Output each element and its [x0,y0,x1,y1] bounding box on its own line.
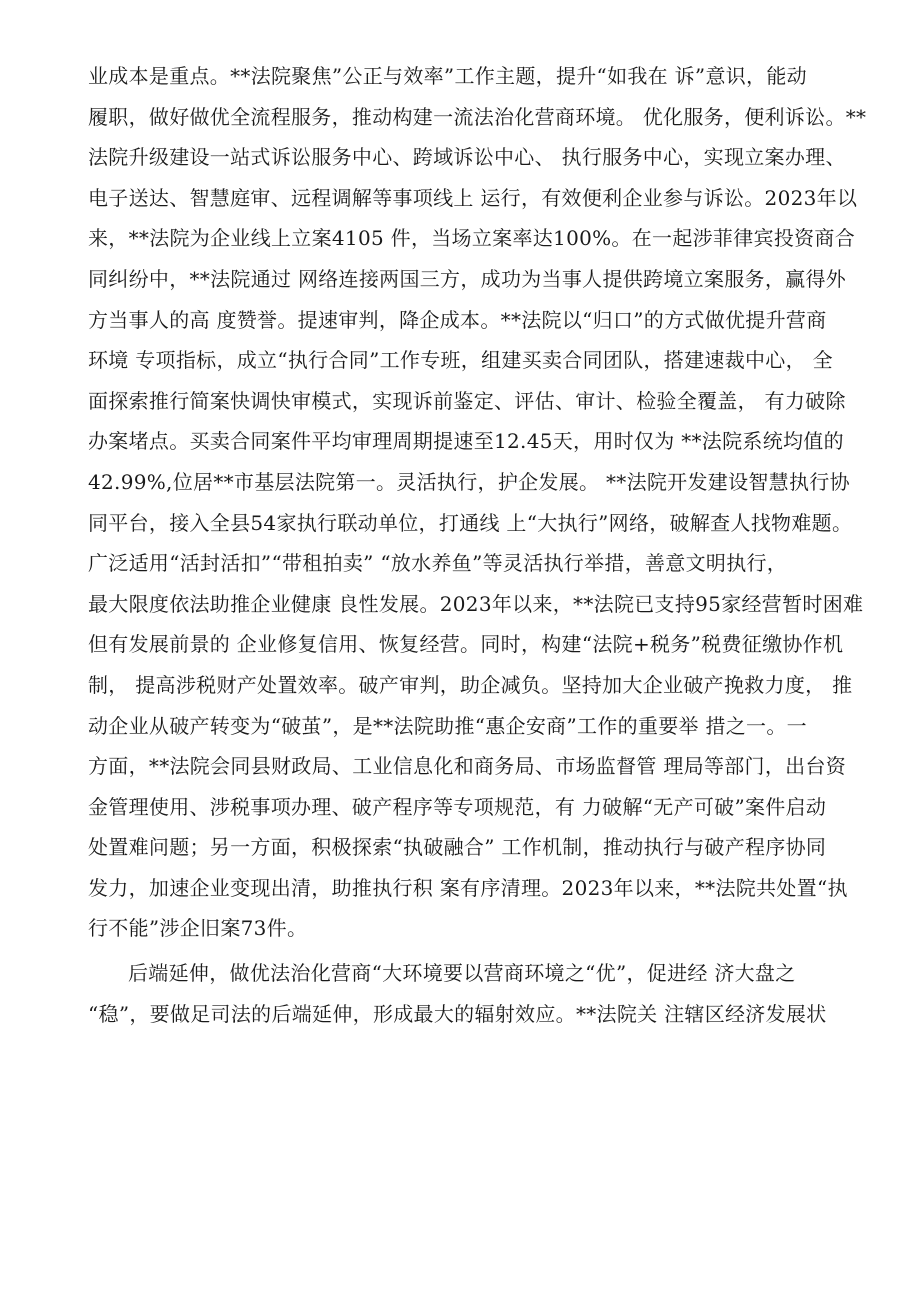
text-line: 来，**法院为企业线上立案4105 件，当场立案率达100%。在一起涉菲律宾投资商合 [88,226,856,251]
text-line: 电子送达、智慧庭审、远程调解等事项线上 运行，有效便利企业参与诉讼。2023年以 [88,185,858,210]
text-line: 广泛适用“活封活扣”“带租拍卖” “放水养鱼”等灵活执行举措，善意文明执行， [88,551,788,576]
text-line: 发力，加速企业变现出清，助推执行积 案有序清理。2023年以来，**法院共处置“执 [88,875,848,900]
text-line: 最大限度依法助推企业健康 良性发展。2023年以来，**法院已支持95家经营暂时困难 [88,591,864,616]
text-line: 但有发展前景的 企业修复信用、恢复经营。同时，构建“法院+税务”税费征缴协作机 [88,632,844,657]
text-line: 方面，**法院会同县财政局、工业信息化和商务局、市场监督管 理局等部门，出台资 [88,754,847,779]
text-line: “稳”，要做足司法的后端延伸，形成最大的辐射效应。**法院关 注辖区经济发展状 [88,1001,827,1026]
text-line: 处置难问题；另一方面，积极探索“执破融合” 工作机制，推动执行与破产程序协同 [88,835,827,860]
text-line: 制， 提高涉税财产处置效率。破产审判，助企减负。坚持加大企业破产挽救力度， 推 [88,672,853,697]
text-line: 履职，做好做优全流程服务，推动构建一流法治化营商环境。 优化服务，便利诉讼。** [88,104,867,129]
text-line: 办案堵点。买卖合同案件平均审理周期提速至12.45天，用时仅为 **法院系统均值的 [88,429,844,454]
text-line: 方当事人的高 度赞誉。提速审判，降企成本。**法院以“归口”的方式做优提升营商 [88,307,827,332]
text-line: 环境 专项指标，成立“执行合同”工作专班，组建买卖合同团队，搭建速裁中心， 全 [88,348,833,373]
text-line: 42.99%,位居**市基层法院第一。灵活执行，护企发展。 **法院开发建设智慧执行协 [88,469,850,494]
paragraph-2 [88,953,868,1034]
text-line: 同纠纷中，**法院通过 网络连接两国三方，成功为当事人提供跨境立案服务，赢得外 [88,266,847,291]
text-line: 法院升级建设一站式诉讼服务中心、跨域诉讼中心、 执行服务中心，实现立案办理、 [88,145,846,170]
text-line: 后端延伸，做优法治化营商“大环境要以营商环境之“优”，促进经 济大盘之 [128,961,796,986]
text-line: 金管理使用、涉税事项办理、破产程序等专项规范，有 力破解“无产可破”案件启动 [88,794,827,819]
text-line: 动企业从破产转变为“破茧”，是**法院助推“惠企安商”工作的重要举 措之一。一 [88,713,807,738]
text-line: 面探索推行简案快调快审模式，实现诉前鉴定、评估、审计、检验全覆盖， 有力破除 [88,388,846,413]
text-line: 同平台，接入全县54家执行联动单位，打通线 上“大执行”网络，破解查人找物难题。 [88,510,853,535]
text-line: 业成本是重点。**法院聚焦”公正与效率”工作主题，提升“如我在 诉”意识，能动 [88,64,807,88]
paragraph-1 [88,56,868,949]
text-line: 行不能”涉企旧案73件。 [88,916,308,941]
